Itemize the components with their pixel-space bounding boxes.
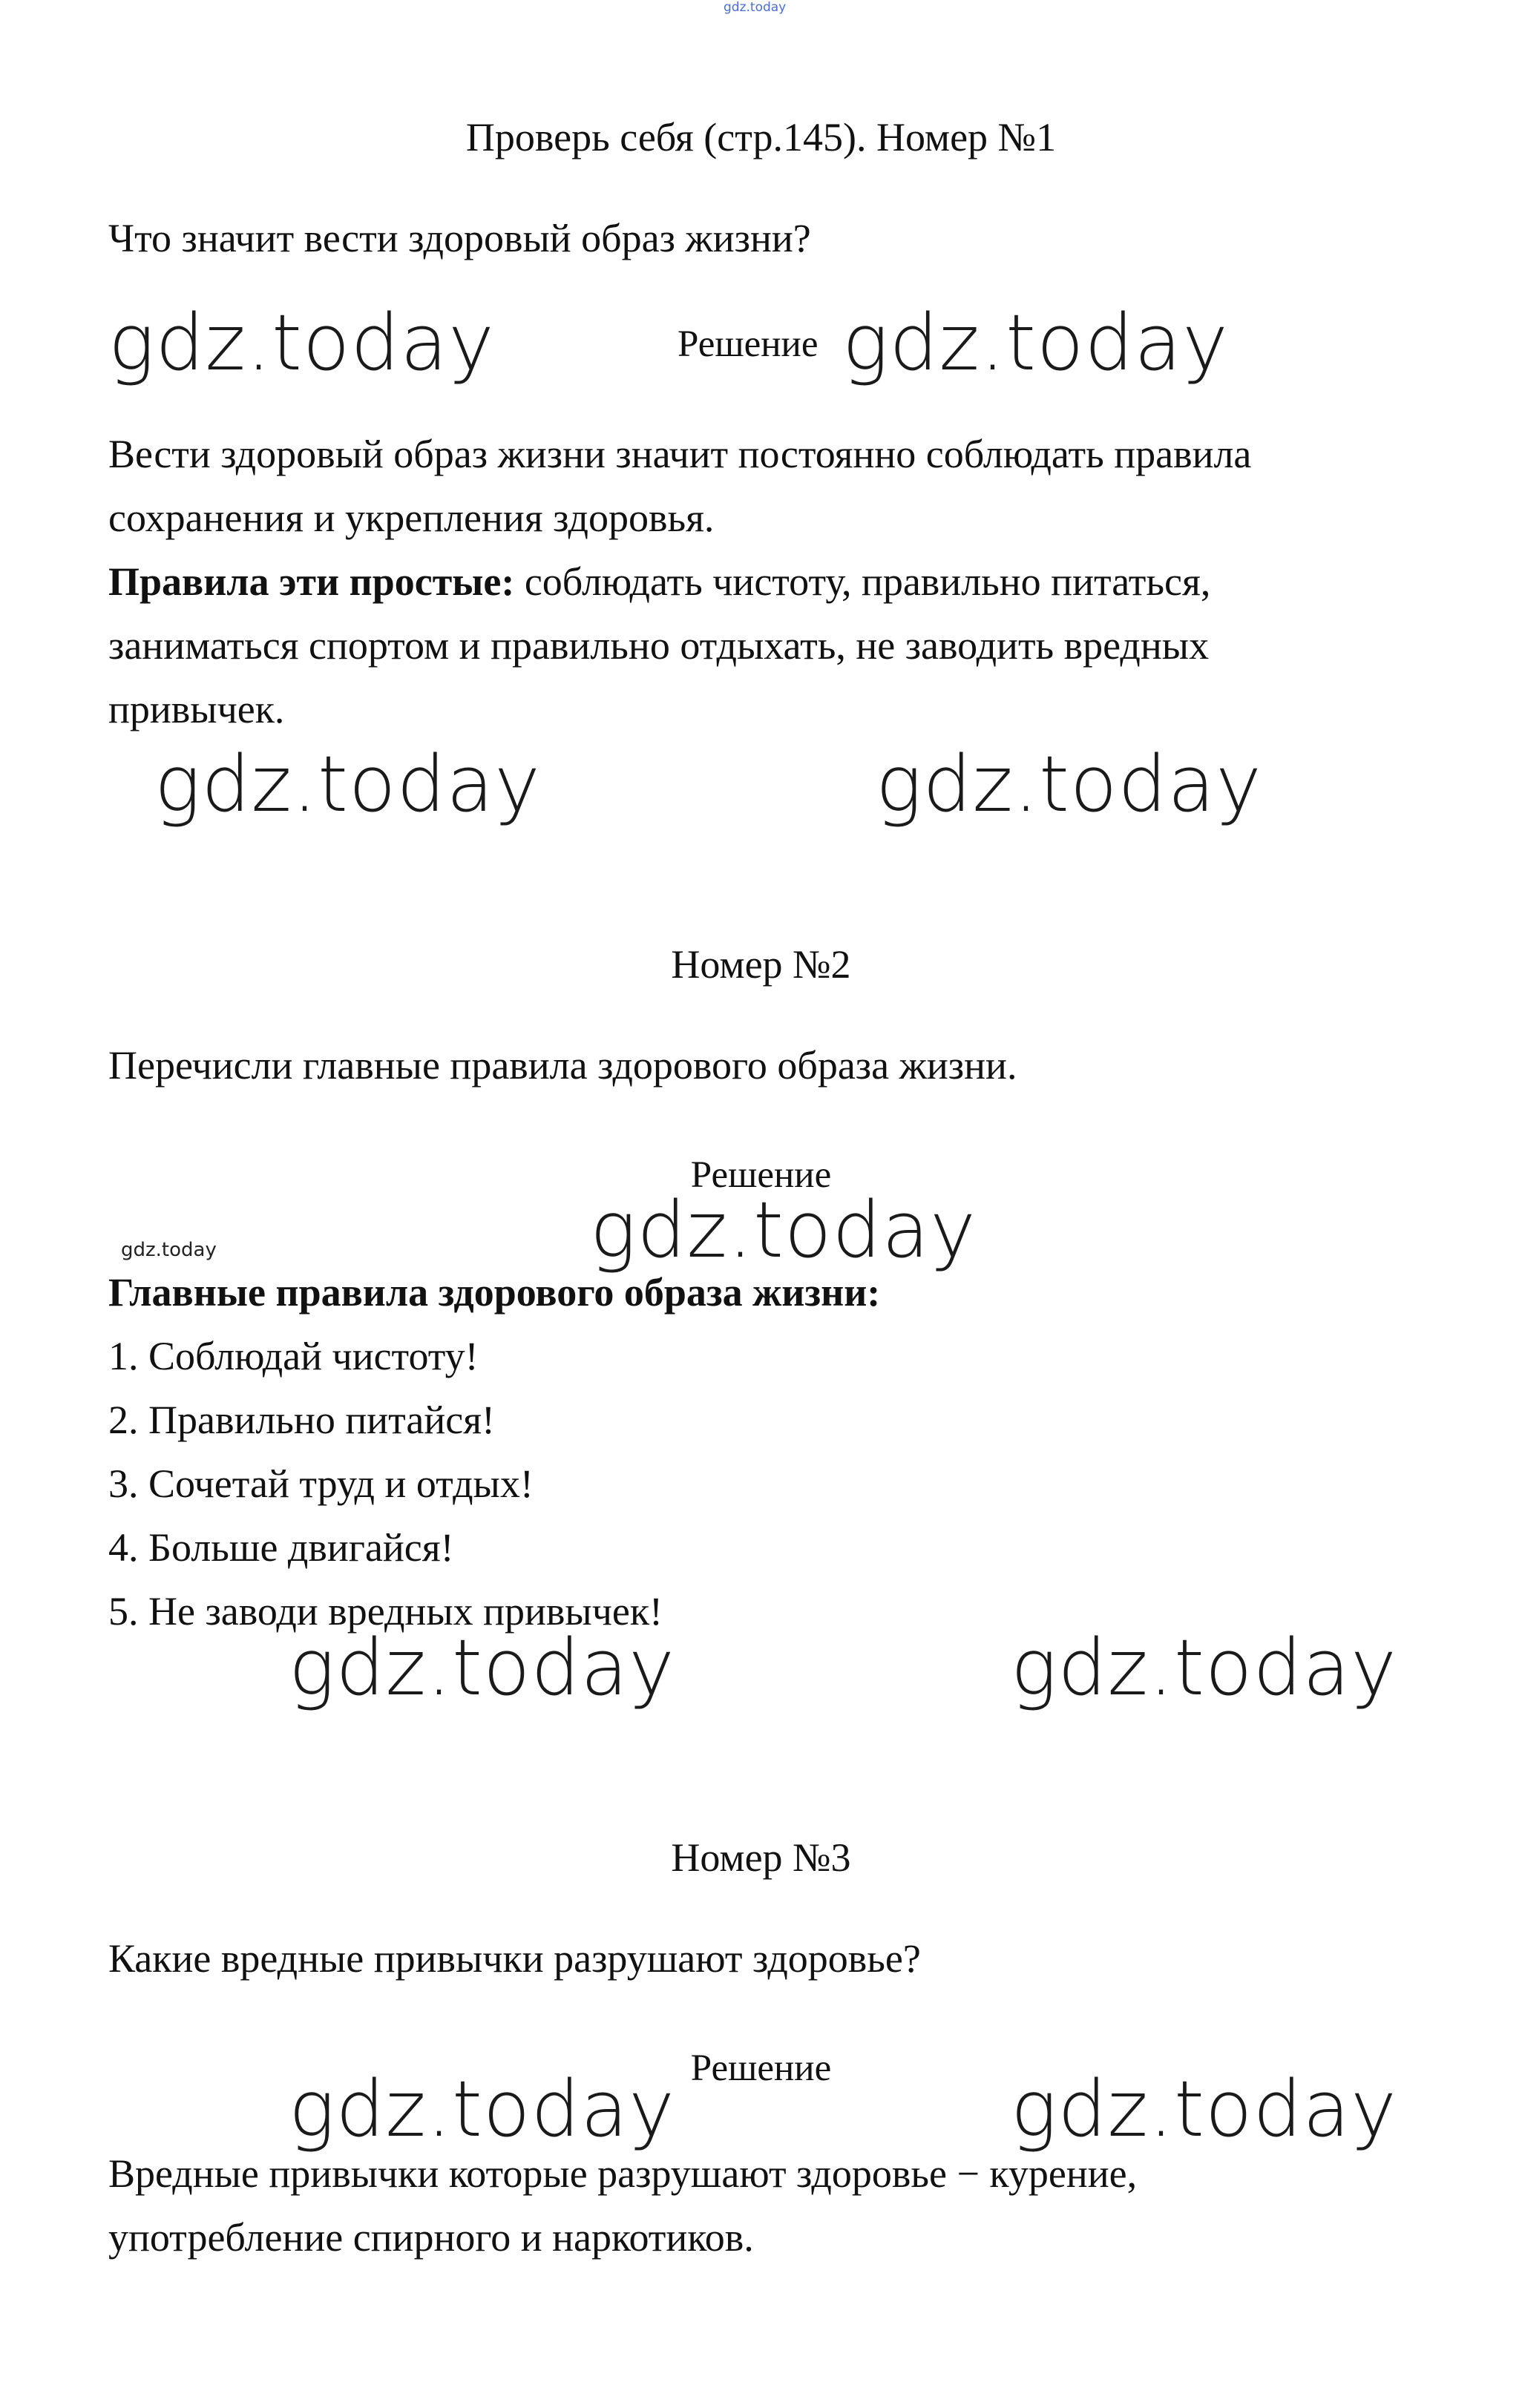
section1-solution-label: Решение: [678, 323, 819, 365]
section2-question: Перечисли главные правила здорового образа жизни.: [108, 1043, 1017, 1088]
list-item: 4. Больше двигайся!: [108, 1525, 454, 1570]
section1-rules-line1: [108, 550, 1210, 613]
watermark-top: gdz.today: [724, 0, 787, 15]
list-item: 2. Правильно питайся!: [108, 1398, 496, 1442]
list-item: 1. Соблюдай чистоту!: [108, 1334, 479, 1378]
watermark: gdz.today: [590, 1185, 977, 1275]
watermark: gdz.today: [154, 739, 541, 829]
watermark: gdz.today: [289, 1622, 675, 1713]
watermark: gdz.today: [842, 297, 1229, 388]
section3-title: Номер №3: [671, 1835, 851, 1880]
section1-rules-line3: привычек.: [108, 687, 285, 731]
section1-question: Что значит вести здоровый образ жизни?: [108, 216, 811, 260]
watermark: gdz.today: [1011, 1622, 1397, 1713]
section1-title: Проверь себя (стр.145). Номер №1: [465, 115, 1057, 159]
section1-rules-rest: соблюдать чистоту, правильно питаться,: [514, 559, 1211, 604]
rules-list: [108, 1324, 663, 1643]
section3-answer-line1: Вредные привычки которые разрушают здоровье − курение,: [108, 2151, 1138, 2196]
section2-list-heading: Главные правила здорового образа жизни:: [108, 1270, 881, 1315]
list-item: 5. Не заводи вредных привычек!: [108, 1589, 663, 1634]
section2-solution-label: Решение: [690, 1154, 832, 1196]
watermark: gdz.today: [289, 2064, 675, 2154]
watermark: gdz.today: [876, 739, 1262, 829]
section3-solution-label: Решение: [690, 2047, 832, 2089]
watermark: gdz.today: [1011, 2064, 1397, 2154]
section3-question: Какие вредные привычки разрушают здоровье?: [108, 1936, 921, 1981]
section1-answer-line1: Вести здоровый образ жизни значит постоянно соблюдать правила: [108, 432, 1252, 476]
section2-title: Номер №2: [671, 942, 851, 987]
watermark: gdz.today: [108, 297, 495, 388]
section1-answer-line2: сохранения и укрепления здоровья.: [108, 496, 715, 540]
section1-rules-line2: заниматься спортом и правильно отдыхать, не заводить вредных: [108, 623, 1210, 668]
watermark-small: gdz.today: [121, 1239, 217, 1261]
list-item: 3. Сочетай труд и отдых!: [108, 1461, 534, 1506]
section1-rules-bold: Правила эти простые:: [108, 559, 515, 604]
section3-answer-line2: употребление спирного и наркотиков.: [108, 2215, 754, 2260]
